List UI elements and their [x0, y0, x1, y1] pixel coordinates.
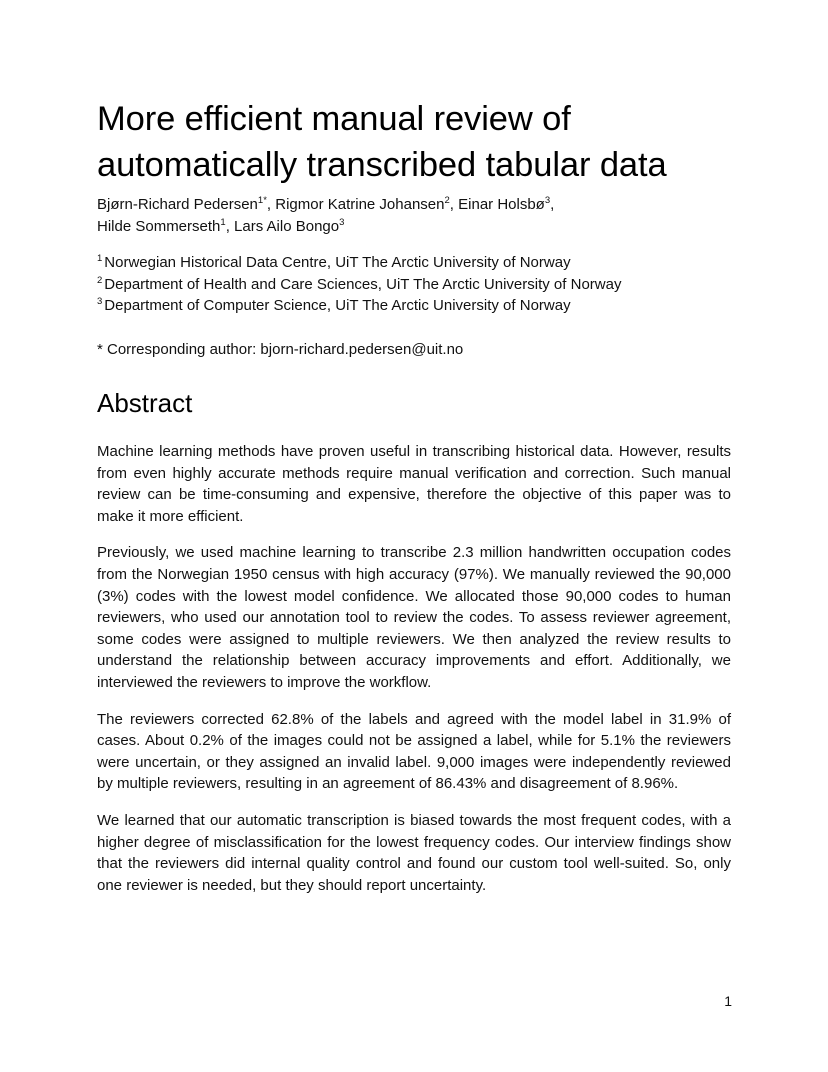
abstract-paragraph: Machine learning methods have proven useful in transcribing historical data. However, results from even highly accurate methods require manual verification and correction. Such manual review can be time-consuming and expensive, therefore the objective of this paper was to make it more efficient.	[97, 443, 731, 525]
author-affiliation-mark: 1*	[257, 195, 267, 206]
title-line-1: More efficient manual review of	[97, 100, 571, 138]
affiliation	[97, 295, 731, 317]
affiliation-text: Norwegian Historical Data Centre, UiT The Arctic University of Norway	[104, 254, 571, 271]
abstract-paragraph: Previously, we used machine learning to transcribe 2.3 million handwritten occupation codes from the Norwegian 1950 census with high accuracy (97%). We manually reviewed the 90,000 (3%) codes with the lowest model confidence. We allocated those 90,000 codes to human reviewers, who used our annotation tool to review the codes. To assess reviewer agreement, some codes were assigned to multiple reviewers. We then analyzed the review results to understand the relationship between accuracy improvements and effort. Additionally, we interviewed the reviewers to improve the workflow.	[97, 544, 731, 692]
author-separator: ,	[266, 196, 276, 213]
page-content	[97, 96, 731, 911]
corresponding-author: * Corresponding author: bjorn-richard.pedersen@uit.no	[97, 340, 464, 358]
author-affiliation-mark: 2	[444, 195, 450, 206]
abstract-paragraph: We learned that our automatic transcription is biased towards the most frequent codes, with a higher degree of misclassification for the lowest frequency codes. Our interview findings show that the reviewers did internal quality control and found our custom tool well-suited. So, only one reviewer is needed, but they should report uncertainty.	[97, 811, 731, 894]
affiliation	[97, 252, 731, 274]
title-line-2: automatically transcribed tabular data	[97, 146, 667, 184]
author-affiliation-mark: 1	[220, 217, 226, 228]
affiliation-list	[97, 252, 731, 317]
affiliation-text: Department of Computer Science, UiT The Arctic University of Norway	[104, 297, 571, 314]
affiliation-mark: 3	[97, 296, 103, 307]
affiliation-mark: 1	[97, 253, 103, 264]
author-name: Einar Holsbø	[458, 196, 545, 213]
paper-title	[97, 96, 731, 188]
author-name: Rigmor Katrine Johansen	[275, 196, 445, 213]
author-separator: ,	[225, 218, 235, 235]
author-name: Lars Ailo Bongo	[234, 218, 340, 235]
affiliation-text: Department of Health and Care Sciences, UiT The Arctic University of Norway	[104, 275, 622, 293]
author-separator: ,	[449, 196, 459, 213]
abstract-heading: Abstract	[97, 387, 193, 418]
author-affiliation-mark: 3	[339, 217, 345, 228]
author-name: Hilde Sommerseth	[97, 218, 221, 235]
page-number: 1	[724, 993, 732, 1009]
abstract-paragraph: The reviewers corrected 62.8% of the labels and agreed with the model label in 31.9% of cases. About 0.2% of the images could not be assigned a label, while for 5.1% the reviewers were uncertain, or they assigned an invalid label. 9,000 images were independently reviewed by multiple reviewers, resulting in an agreement of 86.43% and disagreement of 8.96%.	[97, 710, 731, 793]
author-affiliation-mark: 3	[544, 195, 551, 206]
affiliation	[97, 274, 731, 296]
affiliation-mark: 2	[97, 274, 103, 286]
author-list	[97, 194, 731, 238]
author-separator: ,	[550, 196, 555, 213]
author-name: Bjørn-Richard Pedersen	[97, 196, 258, 213]
